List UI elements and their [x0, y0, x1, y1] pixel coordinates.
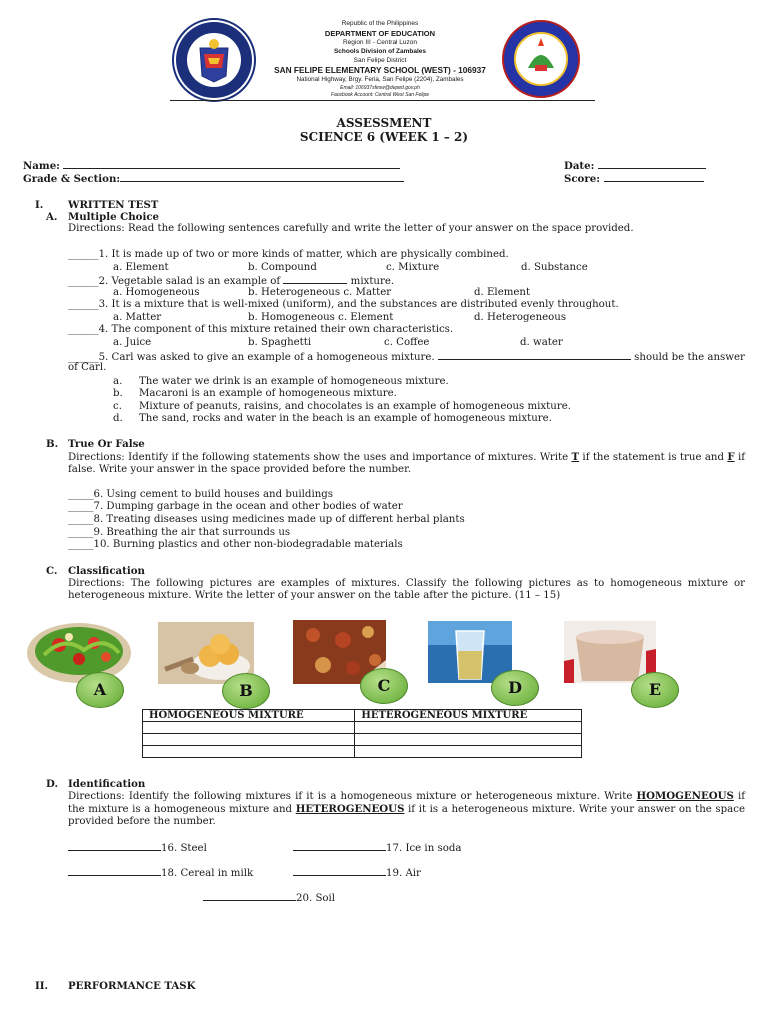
q3-option-b: b. Homogeneous c. Element	[248, 312, 394, 323]
page-title: ASSESSMENT	[336, 116, 432, 130]
q2-option-a: a. Homogeneous	[113, 287, 200, 298]
part1-number: I.	[35, 199, 44, 211]
section-a-directions: Directions: Read the following sentences carefully and write the letter of your answer on the space provided.	[68, 223, 634, 234]
question-5-tail: should be the answer	[630, 352, 745, 363]
header-region: Region III - Central Luzon	[342, 39, 418, 46]
section-b-dir-false: F	[727, 451, 735, 463]
identification-text-20: 20. Soil	[296, 893, 336, 904]
header-school-name: SAN FELIPE ELEMENTARY SCHOOL (WEST) - 106937	[274, 65, 486, 75]
section-b-dir-text-2: if the statement is true and	[579, 452, 728, 463]
q5-option-d: The sand, rocks and water in the beach is an example of homogeneous mixture.	[139, 413, 552, 424]
identification-text-19: 19. Air	[386, 868, 421, 879]
date-label: Date:	[564, 160, 598, 172]
identification-text-17: 17. Ice in soda	[386, 843, 462, 854]
table-row	[143, 722, 582, 734]
picture-label-c: C	[360, 668, 408, 704]
tf-item-6: _____6. Using cement to build houses and buildings	[68, 489, 334, 500]
section-b-directions	[68, 451, 745, 476]
question-2-tail: mixture.	[347, 276, 395, 287]
section-b-dir-text-3: if false. Write your answer in the space provided before the number.	[68, 452, 745, 475]
q5-option-d-letter: d.	[113, 413, 123, 424]
header-republic: Republic of the Philippines	[341, 20, 419, 27]
table-cell[interactable]	[143, 746, 355, 758]
salad-image	[24, 615, 134, 685]
table-row	[143, 734, 582, 746]
tf-item-9: _____9. Breathing the air that surrounds us	[68, 527, 291, 538]
q4-option-c: c. Coffee	[384, 337, 430, 348]
question-2-text: ______2. Vegetable salad is an example of	[68, 276, 284, 287]
question-4: ______4. The component of this mixture retained their own characteristics.	[68, 324, 454, 335]
q1-option-c: c. Mixture	[386, 262, 440, 273]
section-d-directions	[68, 790, 745, 828]
q5-option-a: The water we drink is an example of homogeneous mixture.	[139, 376, 449, 387]
header-district: San Felipe District	[353, 57, 407, 64]
section-a-title: Multiple Choice	[68, 211, 160, 223]
q5-option-b: Macaroni is an example of homogeneous mixture.	[139, 388, 397, 399]
identification-blank-20[interactable]	[203, 891, 296, 901]
q5-option-c: Mixture of peanuts, raisins, and chocolates is an example of homogeneous mixture.	[139, 401, 571, 412]
question-3: ______3. It is a mixture that is well-mixed (uniform), and the substances are distributed evenly throughout.	[68, 299, 619, 310]
identification-item-16	[68, 841, 207, 855]
header-rule	[170, 100, 595, 101]
q1-option-b: b. Compound	[248, 262, 317, 273]
q1-option-a: a. Element	[113, 262, 169, 273]
tf-item-8: _____8. Treating diseases using medicines made up of different herbal plants	[68, 514, 465, 525]
q2-option-d: d. Element	[474, 287, 531, 298]
identification-item-18	[68, 866, 253, 880]
section-a-label: A.	[46, 211, 58, 223]
section-d-title: Identification	[68, 778, 146, 790]
table-cell[interactable]	[143, 734, 355, 746]
section-d-dir-text-3: if it is a heterogeneous mixture. Write your answer on the space provided before the number.	[68, 804, 745, 827]
part1-title: WRITTEN TEST	[68, 199, 159, 211]
section-c-directions: Directions: The following pictures are examples of mixtures. Classify the following pictures as to homogeneous mixture or heterogeneous mixture. Write the letter of your answer on the table after the picture. (11 – 15)	[68, 578, 745, 601]
header-division: Schools Division of Zambales	[333, 48, 427, 55]
picture-label-d: D	[491, 670, 539, 706]
q4-option-a: a. Juice	[113, 337, 152, 348]
identification-item-20	[203, 891, 335, 905]
grade-section-label: Grade & Section:	[23, 173, 121, 185]
header-address: National Highway, Brgy. Feria, San Felipe (2204), Zambales	[296, 76, 464, 83]
q2-option-b: b. Heterogeneous c. Matter	[248, 287, 392, 298]
date-field[interactable]	[564, 159, 706, 172]
school-seal-logo	[502, 20, 580, 98]
score-label: Score:	[564, 173, 604, 185]
homogeneous-column-header: HOMOGENEOUS MIXTURE	[143, 710, 355, 722]
identification-blank-17[interactable]	[293, 841, 386, 851]
section-b-dir-true: T	[571, 451, 580, 463]
q3-option-a: a. Matter	[113, 312, 162, 323]
q1-option-d: d. Substance	[521, 262, 588, 273]
part2-title: PERFORMANCE TASK	[68, 980, 196, 992]
table-header-row	[143, 710, 582, 722]
identification-item-17	[293, 841, 461, 855]
q5-option-c-letter: c.	[113, 401, 122, 412]
q4-option-d: d. water	[520, 337, 563, 348]
question-2-blank[interactable]	[283, 274, 347, 284]
picture-label-b: B	[222, 673, 270, 709]
identification-blank-16[interactable]	[68, 841, 161, 851]
identification-blank-19[interactable]	[293, 866, 386, 876]
section-b-dir-text-1: Directions: Identify if the following statements show the uses and importance of mixtures. Write	[68, 452, 572, 463]
table-cell[interactable]	[355, 734, 582, 746]
name-input-line[interactable]	[63, 159, 400, 169]
question-2	[68, 274, 394, 288]
identification-text-18: 18. Cereal in milk	[161, 868, 254, 879]
section-c-title: Classification	[68, 565, 145, 577]
picture-label-a: A	[76, 672, 124, 708]
header-facebook: Facebook Account: Central West San Felipe	[330, 92, 430, 98]
deped-seal-logo	[172, 18, 256, 102]
section-d-dir-homogeneous: HOMOGENEOUS	[636, 790, 734, 802]
question-5-blank[interactable]	[438, 350, 631, 360]
part2-number: II.	[35, 980, 49, 992]
grade-section-input-line[interactable]	[120, 172, 404, 182]
name-label: Name:	[23, 160, 64, 172]
q3-option-d: d. Heterogeneous	[474, 312, 567, 323]
name-field[interactable]	[23, 159, 400, 172]
classification-table	[142, 709, 582, 758]
header-department: DEPARTMENT OF EDUCATION	[324, 29, 436, 38]
page-subtitle: SCIENCE 6 (WEEK 1 – 2)	[299, 130, 469, 144]
question-5-text: ______5. Carl was asked to give an example of a homogeneous mixture.	[68, 352, 438, 363]
section-d-dir-heterogeneous: HETEROGENEOUS	[295, 803, 405, 815]
question-5-continued: of Carl.	[68, 362, 107, 373]
heterogeneous-column-header: HETEROGENEOUS MIXTURE	[355, 710, 582, 722]
question-1: ______1. It is made up of two or more kinds of matter, which are physically combined.	[68, 249, 509, 260]
section-c-label: C.	[46, 565, 58, 577]
question-5	[68, 350, 745, 364]
q4-option-b: b. Spaghetti	[248, 337, 312, 348]
tf-item-7: _____7. Dumping garbage in the ocean and other bodies of water	[68, 501, 403, 512]
identification-text-16: 16. Steel	[161, 843, 207, 854]
section-d-dir-text-1: Directions: Identify the following mixtures if it is a homogeneous mixture or heterogeneous mixture. Write	[68, 791, 637, 802]
header-email: Email: 106937sfesw@deped.gov.ph	[340, 85, 420, 91]
section-b-title: True Or False	[68, 438, 145, 450]
section-d-dir-text-2: if the mixture is a homogeneous mixture and	[68, 791, 745, 815]
date-input-line[interactable]	[598, 159, 706, 169]
identification-item-19	[293, 866, 421, 880]
table-cell[interactable]	[355, 722, 582, 734]
q5-option-a-letter: a.	[113, 376, 123, 387]
table-cell[interactable]	[143, 722, 355, 734]
q5-option-b-letter: b.	[113, 388, 123, 399]
picture-label-e: E	[631, 672, 679, 708]
tf-item-10: _____10. Burning plastics and other non-biodegradable materials	[68, 539, 403, 550]
table-cell[interactable]	[355, 746, 582, 758]
section-d-label: D.	[46, 778, 59, 790]
table-row	[143, 746, 582, 758]
score-field[interactable]	[564, 172, 704, 185]
identification-blank-18[interactable]	[68, 866, 161, 876]
section-b-label: B.	[46, 438, 59, 450]
score-input-line[interactable]	[604, 172, 704, 182]
grade-section-field[interactable]	[23, 172, 404, 185]
